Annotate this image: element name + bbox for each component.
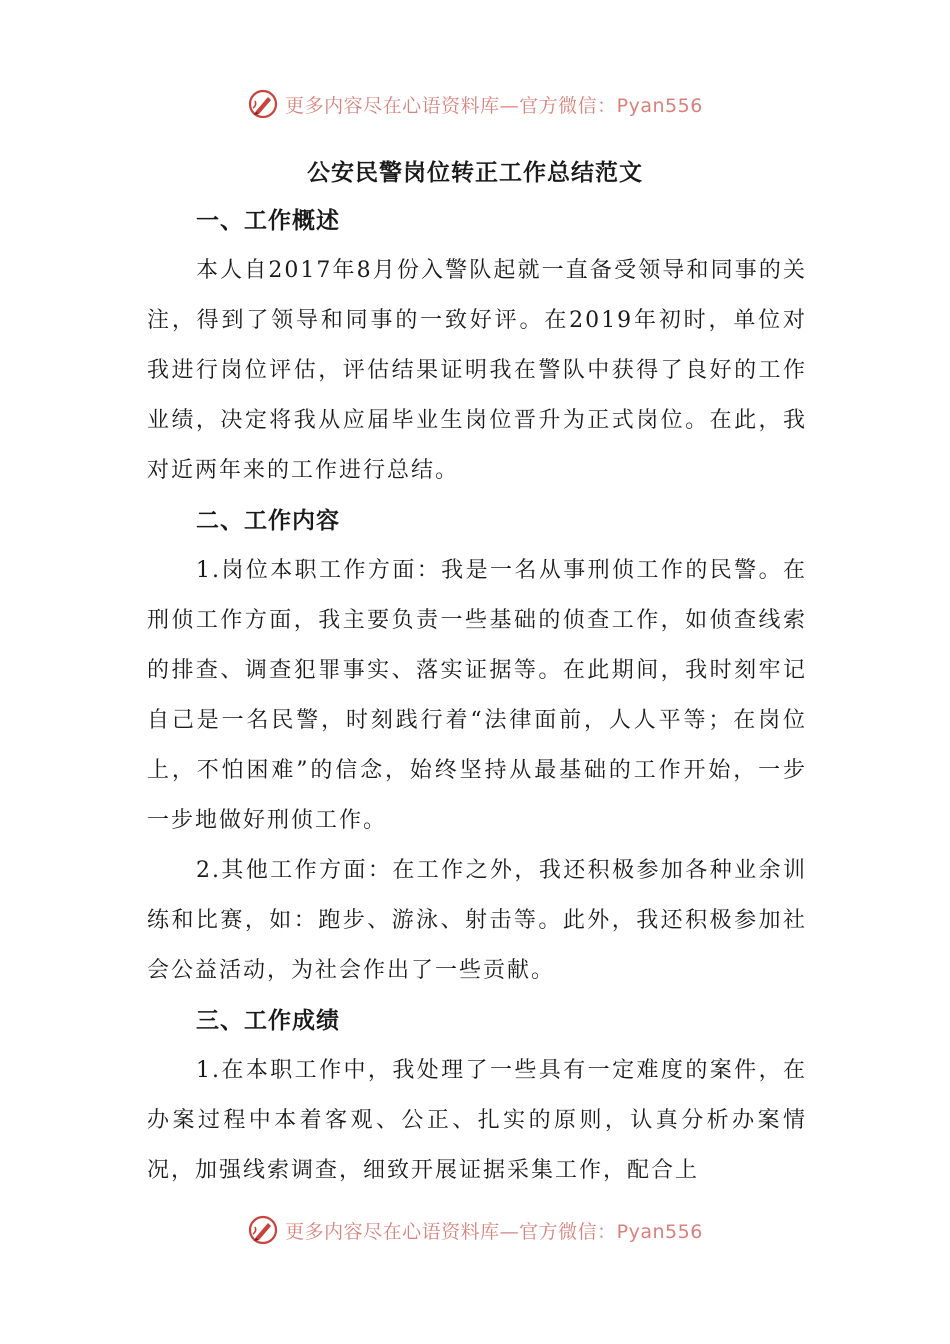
header-watermark-banner — [0, 84, 950, 124]
section-heading-content: 二、工作内容 — [196, 507, 340, 534]
wechat-id: Pyan556 — [616, 1220, 703, 1243]
document-title: 公安民警岗位转正工作总结范文 — [307, 159, 643, 186]
section-heading-overview: 一、工作概述 — [196, 207, 340, 234]
footer-watermark-banner — [0, 1210, 950, 1250]
watermark-text: 更多内容尽在心语资料库—官方微信：Pyan556 — [285, 1220, 703, 1243]
paragraph: 1.岗位本职工作方面：我是一名从事刑侦工作的民警。在刑侦工作方面，我主要负责一些基础的侦查工作，如侦查线索的排查、调查犯罪事实、落实证据等。在此期间，我时刻牢记自己是一名民警，时刻践行着“法律面前，人人平等；在岗位上，不怕困难”的信念，始终坚持从最基础的工作开始，一步一步地做好刑侦工作。 — [147, 558, 807, 833]
section-heading-achievements: 三、工作成绩 — [196, 1007, 340, 1034]
pen-logo-icon — [247, 88, 279, 120]
paragraph: 2.其他工作方面：在工作之外，我还积极参加各种业余训练和比赛，如：跑步、游泳、射击等。此外，我还积极参加社会公益活动，为社会作出了一些贡献。 — [147, 858, 807, 983]
pen-logo-icon — [247, 1214, 279, 1246]
watermark-text: 更多内容尽在心语资料库—官方微信：Pyan556 — [285, 94, 703, 117]
paragraph: 本人自2017年8月份入警队起就一直备受领导和同事的关注，得到了领导和同事的一致好评。在2019年初时，单位对我进行岗位评估，评估结果证明我在警队中获得了良好的工作业绩，决定将我从应届毕业生岗位晋升为正式岗位。在此，我对近两年来的工作进行总结。 — [147, 258, 807, 483]
wechat-id: Pyan556 — [616, 94, 703, 117]
document-body — [147, 196, 807, 1196]
paragraph: 1.在本职工作中，我处理了一些具有一定难度的案件，在办案过程中本着客观、公正、扎实的原则，认真分析办案情况，加强线索调查，细致开展证据采集工作，配合上 — [147, 1058, 807, 1183]
